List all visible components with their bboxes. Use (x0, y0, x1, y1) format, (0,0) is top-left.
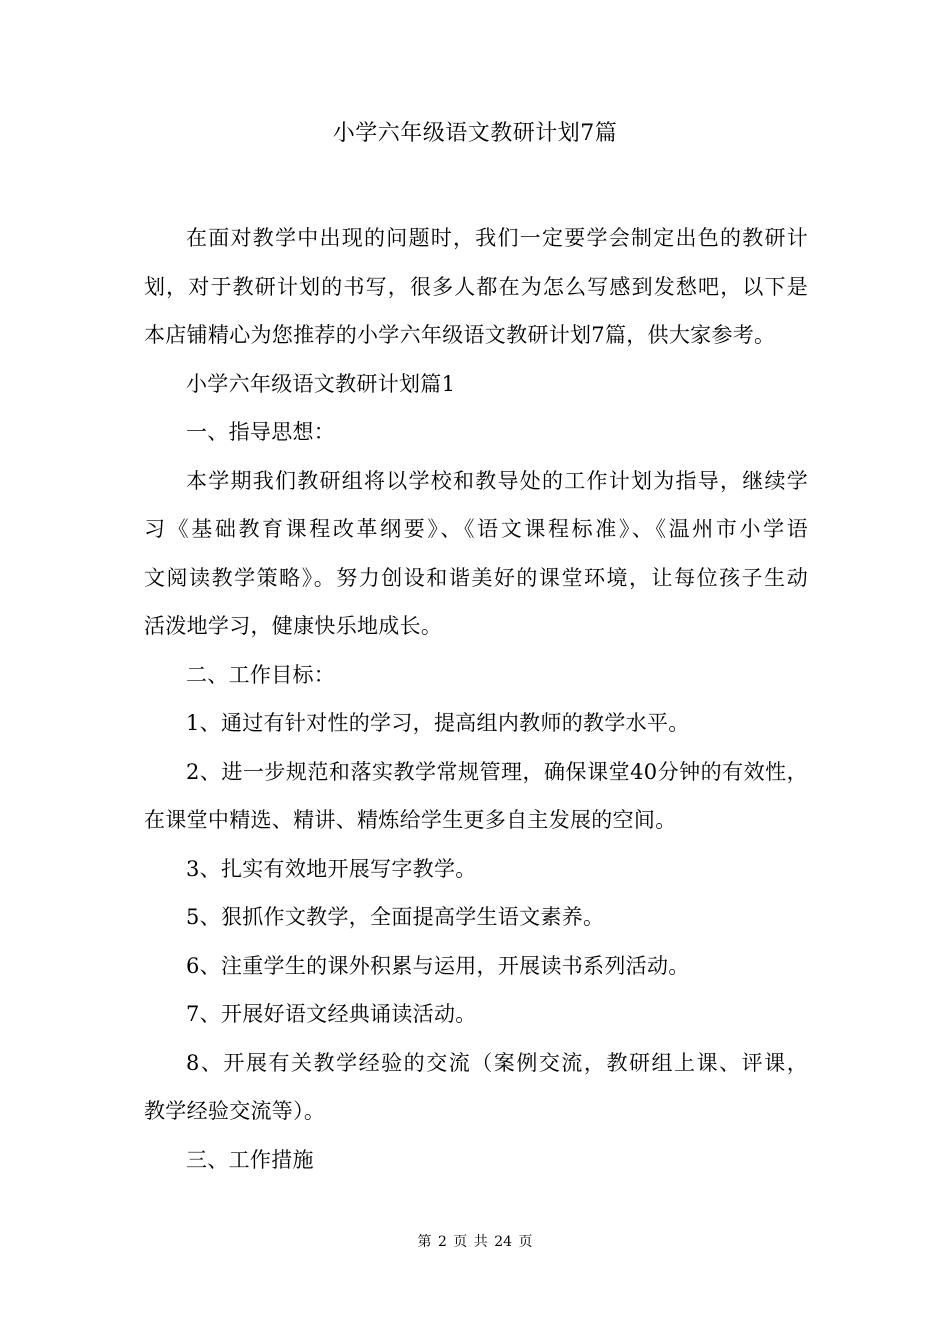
text-line: 教学经验交流等）。 (144, 1099, 326, 1123)
text-line: 习《基础教育课程改革纲要》、《语文课程标准》、《温州市小学语 (144, 517, 808, 541)
heading-guiding-ideology (144, 408, 808, 457)
goal-item (144, 699, 808, 748)
text-line: 二、工作目标： (186, 662, 336, 687)
text-line: 1、通过有针对性的学习，提高组内教师的教学水平。 (186, 711, 690, 735)
goal-item (144, 990, 808, 1039)
text-line: 5、狠抓作文教学，全面提高学生语文素养。 (186, 905, 605, 929)
text-line: 8、开展有关教学经验的交流（案例交流，教研组上课、评课， (186, 1050, 808, 1075)
document-title: 小学六年级语文教研计划7篇 (332, 121, 618, 146)
goal-item (144, 845, 808, 894)
page-number-footer: 第 2 页 共 24 页 (417, 1234, 533, 1250)
text-line: 在课堂中精选、精讲、精炼给学生更多自主发展的空间。 (144, 808, 677, 832)
goal-item (144, 748, 808, 845)
text-line: 7、开展好语文经典诵读活动。 (186, 1002, 477, 1026)
text-line: 2、进一步规范和落实教学常规管理，确保课堂40分钟的有效性， (186, 759, 808, 784)
text-line: 小学六年级语文教研计划篇1 (186, 371, 456, 396)
text-line: 6、注重学生的课外积累与运用，开展读书系列活动。 (186, 953, 690, 978)
goal-item (144, 942, 808, 991)
guiding-ideology-paragraph (144, 457, 808, 651)
text-line: 文阅读教学策略》。努力创设和谐美好的课堂环境，让每位孩子生动 (144, 565, 808, 590)
heading-work-measures (144, 1136, 808, 1185)
text-line: 在面对教学中出现的问题时，我们一定要学会制定出色的教研计 (186, 226, 808, 250)
text-line: 划，对于教研计划的书写，很多人都在为怎么写感到发愁吧，以下是 (144, 274, 808, 299)
text-line: 本店铺精心为您推荐的小学六年级语文教研计划7篇，供大家参考。 (144, 323, 776, 347)
text-line: 本学期我们教研组将以学校和教导处的工作计划为指导，继续学 (186, 468, 808, 493)
text-line: 3、扎实有效地开展写字教学。 (186, 856, 477, 881)
section-heading-plan-1 (144, 360, 808, 409)
heading-work-goals (144, 651, 808, 700)
text-line: 三、工作措施 (186, 1147, 314, 1172)
goal-item (144, 1039, 808, 1136)
text-line: 一、指导思想： (186, 420, 336, 444)
intro-paragraph (144, 214, 808, 360)
goal-item (144, 893, 808, 942)
document-body (144, 214, 808, 1184)
text-line: 活泼地学习，健康快乐地成长。 (144, 614, 443, 638)
